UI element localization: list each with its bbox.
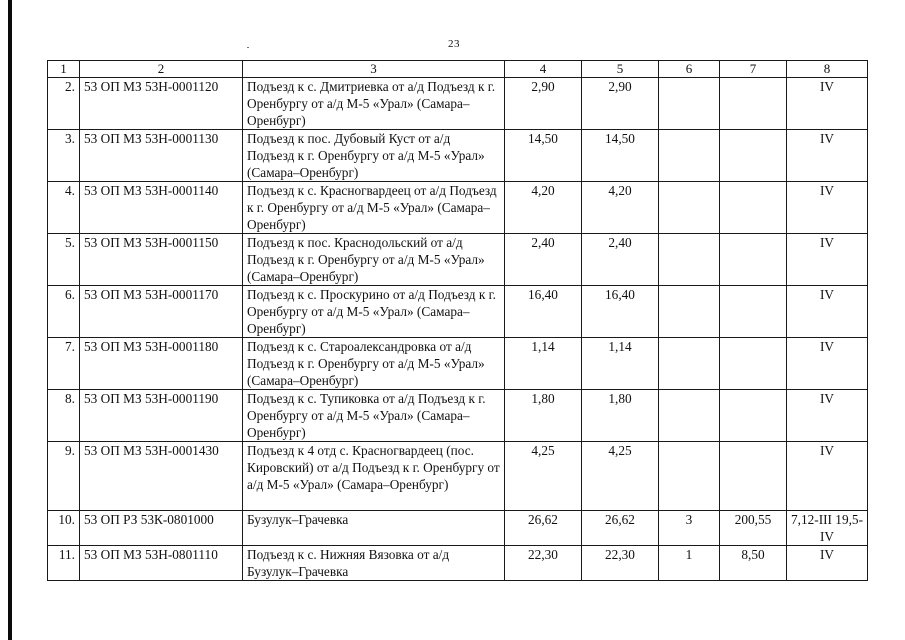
road-category: IV [787, 182, 868, 234]
bridges-count [659, 286, 720, 338]
row-number: 10. [48, 511, 80, 546]
length-total: 4,20 [505, 182, 582, 234]
bridges-length [720, 442, 787, 511]
road-name: Подъезд к с. Проскурино от а/д Подъезд к г. Оренбургу от а/д М-5 «Урал» (Самара–Оренбург) [243, 286, 505, 338]
col-header: 2 [80, 61, 243, 78]
bridges-length: 200,55 [720, 511, 787, 546]
length-paved: 2,40 [582, 234, 659, 286]
row-number: 9. [48, 442, 80, 511]
road-name: Подъезд к 4 отд с. Красногвардеец (пос. Кировский) от а/д Подъезд к г. Оренбургу от а/д М-5 «Урал» (Самара–Оренбург) [243, 442, 505, 511]
length-total: 1,14 [505, 338, 582, 390]
road-category: IV [787, 234, 868, 286]
bridges-count: 1 [659, 546, 720, 581]
length-total: 26,62 [505, 511, 582, 546]
table-row [48, 338, 868, 390]
road-name: Подъезд к с. Тупиковка от а/д Подъезд к г. Оренбургу от а/д М-5 «Урал» (Самара–Оренбург) [243, 390, 505, 442]
header-row [48, 61, 868, 78]
road-id: 53 ОП РЗ 53К-0801000 [80, 511, 243, 546]
road-id: 53 ОП МЗ 53Н-0001430 [80, 442, 243, 511]
road-category: IV [787, 286, 868, 338]
length-total: 16,40 [505, 286, 582, 338]
length-total: 4,25 [505, 442, 582, 511]
road-category: IV [787, 442, 868, 511]
bridges-count [659, 182, 720, 234]
row-number: 11. [48, 546, 80, 581]
table-row [48, 182, 868, 234]
road-id: 53 ОП МЗ 53Н-0001170 [80, 286, 243, 338]
col-header: 3 [243, 61, 505, 78]
table-row [48, 234, 868, 286]
table-row [48, 286, 868, 338]
bridges-length [720, 338, 787, 390]
col-header: 8 [787, 61, 868, 78]
row-number: 4. [48, 182, 80, 234]
road-id: 53 ОП МЗ 53Н-0001180 [80, 338, 243, 390]
length-total: 1,80 [505, 390, 582, 442]
row-number: 6. [48, 286, 80, 338]
road-category: 7,12-III 19,5-IV [787, 511, 868, 546]
bridges-count [659, 338, 720, 390]
table-row [48, 546, 868, 581]
bridges-count [659, 390, 720, 442]
bridges-length [720, 234, 787, 286]
col-header: 6 [659, 61, 720, 78]
road-id: 53 ОП МЗ 53Н-0001130 [80, 130, 243, 182]
road-name: Подъезд к с. Нижняя Вязовка от а/д Бузулук–Грачевка [243, 546, 505, 581]
scan-speck [247, 47, 249, 48]
length-total: 2,40 [505, 234, 582, 286]
row-number: 7. [48, 338, 80, 390]
table-row [48, 511, 868, 546]
length-paved: 1,80 [582, 390, 659, 442]
bridges-count [659, 442, 720, 511]
road-id: 53 ОП МЗ 53Н-0001140 [80, 182, 243, 234]
col-header: 7 [720, 61, 787, 78]
table-row [48, 130, 868, 182]
road-name: Бузулук–Грачевка [243, 511, 505, 546]
road-category: IV [787, 130, 868, 182]
length-paved: 1,14 [582, 338, 659, 390]
row-number: 8. [48, 390, 80, 442]
length-paved: 14,50 [582, 130, 659, 182]
road-table [47, 60, 868, 581]
length-paved: 2,90 [582, 78, 659, 130]
row-number: 2. [48, 78, 80, 130]
road-category: IV [787, 546, 868, 581]
table-body [48, 78, 868, 581]
bridges-count [659, 78, 720, 130]
row-number: 5. [48, 234, 80, 286]
road-id: 53 ОП МЗ 53Н-0801110 [80, 546, 243, 581]
bridges-count [659, 234, 720, 286]
length-paved: 4,20 [582, 182, 659, 234]
road-name: Подъезд к с. Красногвардеец от а/д Подъезд к г. Оренбургу от а/д М-5 «Урал» (Самара–Оренбург) [243, 182, 505, 234]
page-number: 23 [448, 38, 460, 50]
road-name: Подъезд к пос. Дубовый Куст от а/д Подъезд к г. Оренбургу от а/д М-5 «Урал» (Самара–Оренбург) [243, 130, 505, 182]
bridges-length [720, 182, 787, 234]
road-name: Подъезд к с. Староалександровка от а/д Подъезд к г. Оренбургу от а/д М-5 «Урал» (Самара–Оренбург) [243, 338, 505, 390]
table-row [48, 78, 868, 130]
bridges-length [720, 130, 787, 182]
scan-edge-line [8, 0, 12, 640]
road-id: 53 ОП МЗ 53Н-0001120 [80, 78, 243, 130]
bridges-length: 8,50 [720, 546, 787, 581]
road-category: IV [787, 338, 868, 390]
length-total: 14,50 [505, 130, 582, 182]
row-number: 3. [48, 130, 80, 182]
length-paved: 22,30 [582, 546, 659, 581]
road-category: IV [787, 390, 868, 442]
road-id: 53 ОП МЗ 53Н-0001190 [80, 390, 243, 442]
bridges-length [720, 286, 787, 338]
road-id: 53 ОП МЗ 53Н-0001150 [80, 234, 243, 286]
bridges-count [659, 130, 720, 182]
col-header: 5 [582, 61, 659, 78]
length-paved: 4,25 [582, 442, 659, 511]
col-header: 4 [505, 61, 582, 78]
bridges-length [720, 390, 787, 442]
length-total: 2,90 [505, 78, 582, 130]
bridges-length [720, 78, 787, 130]
road-name: Подъезд к с. Дмитриевка от а/д Подъезд к г. Оренбургу от а/д М-5 «Урал» (Самара–Оренбург) [243, 78, 505, 130]
table-row [48, 442, 868, 511]
length-total: 22,30 [505, 546, 582, 581]
road-category: IV [787, 78, 868, 130]
length-paved: 16,40 [582, 286, 659, 338]
col-header: 1 [48, 61, 80, 78]
bridges-count: 3 [659, 511, 720, 546]
table-row [48, 390, 868, 442]
length-paved: 26,62 [582, 511, 659, 546]
road-name: Подъезд к пос. Краснодольский от а/д Подъезд к г. Оренбургу от а/д М-5 «Урал» (Самара–Оренбург) [243, 234, 505, 286]
